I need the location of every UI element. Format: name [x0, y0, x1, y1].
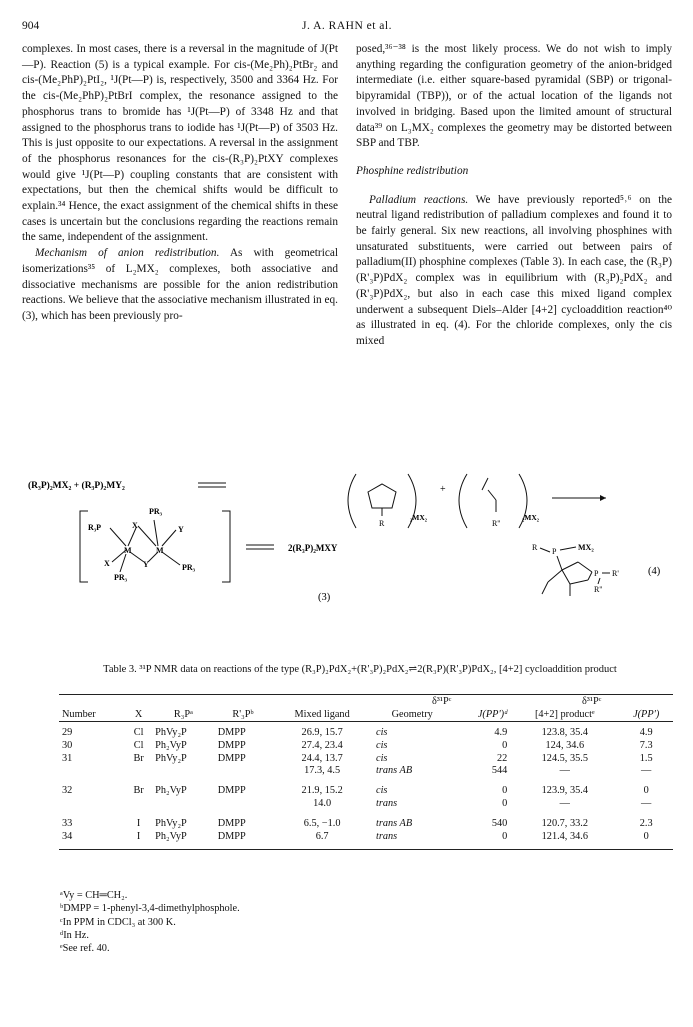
table-cell: DMPP [217, 727, 246, 738]
table-cell [59, 765, 125, 778]
footnote: ᵇDMPP = 1-phenyl-3,4-dimethylphosphole. [60, 903, 240, 915]
pr3-bottom: PR₃ [114, 573, 128, 582]
table-cell: I [136, 817, 141, 829]
table-cell: 24.4, 13.7 [301, 752, 343, 764]
r-label: R [379, 519, 385, 528]
table-row [59, 722, 673, 740]
table-cell: 33 [62, 817, 73, 829]
right-paragraph-1: posed,³⁶⁻³⁸ is the most likely process. We do not wish to imply anything regarding the configuration geometry of the anion-bridged intermediate (i.e. either square-based pyramidal (SBP) or trigonal-bipyramidal (TBP)), or of the actual location of the ligands not involved in bridging. Based upon the limited amount of structural data³⁹ on L₃MX₂ complexes the geometry may be distorted between SBP and TBP. [356, 43, 672, 150]
page-number: 904 [22, 20, 40, 32]
table-cell: 22 [496, 752, 508, 764]
nmr-data-table [59, 694, 673, 850]
table-cell [125, 765, 152, 778]
run-in-heading: Mechanism of anion redistribution. [35, 247, 220, 260]
table-cell: Ph₂VyP [155, 785, 187, 797]
table-cell [125, 798, 152, 811]
table-cell: 27.4, 23.4 [301, 739, 343, 751]
table-cell: DMPP [217, 817, 246, 829]
table-cell: cis [376, 739, 388, 751]
table-cell: — [641, 765, 652, 777]
paragraph-text: We have previously reported⁵˒⁶ on the neutral ligand redistribution of palladium complexes and found it to be fairly general. Six new reactions, all involving phosphines with unsaturated substituents, were carried out between pairs of palladium(II) phosphine complexes (Table 3). In each case, the (R₃P)(R'₃P)PdX₂ complex was in equilibrium with (R₃P)₂PdX₂ and (R'₃P)PdX₂, but also in each case this mixed ligand complex underwent a subsequent Diels–Alder [4+2] cycloaddition reaction⁴⁰ as illustrated in eq. (4). For the chloride complexes, only the cis mixed [356, 193, 673, 347]
col-r3p-prime: R'₃Pᵇ [232, 709, 254, 720]
table-cell: 32 [62, 785, 73, 797]
table-cell [215, 765, 272, 778]
right-column [356, 42, 672, 350]
table-cell [59, 798, 125, 811]
eq3-number: (3) [318, 592, 331, 603]
table-cell: 0 [502, 785, 508, 797]
table-cell: Br [133, 785, 144, 797]
table-cell: trans [376, 830, 398, 842]
table-cell: DMPP [217, 830, 246, 842]
footnote: ᵃVy = CH═CH₂. [60, 890, 128, 901]
table-cell: — [559, 797, 570, 809]
running-header [22, 20, 672, 36]
table-row [59, 778, 673, 798]
table-cell: — [559, 765, 570, 777]
r3p-left: R₃P [88, 523, 102, 532]
run-in-heading: Palladium reactions. [369, 193, 469, 206]
table-row [59, 765, 673, 778]
left-column [22, 42, 338, 325]
table-cell: 26.9, 15.7 [301, 727, 343, 738]
table-cell: 123.9, 35.4 [541, 785, 588, 797]
table-cell: cis [376, 785, 388, 797]
table-cell: trans AB [376, 765, 413, 777]
table-cell: Br [133, 752, 144, 764]
col-x: X [134, 709, 143, 720]
x-bottom: X [104, 559, 110, 568]
table-cell: 124, 34.6 [545, 739, 585, 751]
table-cell: trans [376, 797, 398, 809]
table-cell: 124.5, 35.5 [541, 752, 588, 764]
footnote: ᵈIn Hz. [60, 929, 89, 941]
pr3-right: PR₃ [182, 563, 196, 572]
table-cell [215, 798, 272, 811]
col-product: [4+2] productᵉ [534, 709, 595, 720]
paragraph-text: As with geometrical isomerizations³⁵ of L₂MX₂ complexes, both associative and dissociative mechanisms are possible for the anion redistribution reactions. We believe that the associative mechanism illustrated in eq. (3), which has been previously pro- [22, 247, 338, 322]
table-cell: Cl [133, 727, 144, 738]
eq3-reactants: (R₃P)₂MX₂ + (R₃P)₂MY₂ [28, 481, 125, 491]
table-cell: I [136, 830, 141, 842]
table-cell: 540 [491, 817, 508, 829]
table-cell: 123.8, 35.4 [541, 727, 588, 738]
col-number: Number [62, 709, 96, 720]
table-cell: cis [376, 752, 388, 764]
table-cell: 30 [62, 739, 73, 751]
r2-label: R'' [492, 519, 501, 528]
footnote: ᵉSee ref. 40. [60, 943, 110, 955]
table-cell: 21.9, 15.2 [301, 785, 343, 797]
col-jpp: J(PP')ᵈ [477, 709, 508, 720]
y-bottom: Y [143, 560, 149, 569]
product-mx2: MX₂ [578, 543, 594, 552]
table-cell: 6.7 [315, 830, 329, 842]
table-cell: Ph₂VyP [155, 739, 187, 751]
table-row [59, 811, 673, 831]
table-cell: PhVy₂P [155, 752, 187, 764]
table-cell: 0 [643, 785, 649, 797]
table-cell: 0 [502, 797, 508, 809]
table-cell: cis [376, 727, 388, 738]
product-r-prime: R' [612, 569, 619, 578]
table-cell: 4.9 [639, 727, 653, 738]
table-caption: Table 3. ³¹P NMR data on reactions of the type (R₃P)₂PdX₂+(R'₃P)₂PdX₂⇌2(R₃P)(R'₃P)PdX₂, [4+2] cycloaddition product [103, 664, 617, 675]
table-cell: Cl [133, 739, 144, 751]
col-r3p: R₃Pᵃ [173, 709, 193, 720]
table-cell: 121.4, 34.6 [541, 830, 588, 842]
group-header-1: δ³¹Pᶜ [431, 696, 452, 707]
table-cell: DMPP [217, 752, 246, 764]
table-row [59, 798, 673, 811]
table-row [59, 831, 673, 850]
footnotes [60, 889, 240, 955]
table-cell: 14.0 [313, 797, 332, 809]
y-top: Y [178, 525, 184, 534]
mx2-b: ₂MX₂ [522, 513, 539, 522]
table-cell: 2.3 [639, 817, 653, 829]
table-cell: 120.7, 33.2 [541, 817, 588, 829]
pr3-top: PR₃ [149, 507, 163, 516]
plus-sign: + [440, 484, 446, 495]
product-p2: P [594, 569, 599, 578]
mx2-a: ₂MX₂ [410, 513, 427, 522]
footnote: ᶜIn PPM in CDCl₃ at 300 K. [60, 916, 176, 928]
table-cell: 544 [491, 765, 508, 777]
table-cell [152, 798, 215, 811]
x-top: X [132, 521, 138, 530]
table-cell: 0 [502, 830, 508, 842]
table-cell: 1.5 [639, 752, 653, 764]
table-cell: 7.3 [639, 739, 653, 751]
table-cell: — [641, 797, 652, 809]
product-r: R [532, 543, 538, 552]
left-paragraph-2 [22, 246, 338, 325]
table-cell: PhVy₂P [155, 817, 187, 829]
eq3-product: 2(R₃P)₂MXY [288, 543, 338, 553]
reaction-schemes [22, 470, 672, 620]
table-cell: 17.3, 4.5 [304, 765, 341, 777]
running-authors: J. A. RAHN et al. [302, 20, 392, 32]
table-cell: 6.5, −1.0 [303, 817, 341, 829]
left-paragraph-1: complexes. In most cases, there is a reversal in the magnitude of J(Pt—P). Reaction (5) is a typical example. For cis-(Me₂Ph)₂PtBr₂ and cis-(Me₂PhP)₂PtI₂, ¹J(Pt—P) is, respectively, 3500 and 3364 Hz. For the cis-(Me₂PhP)₂PtBrI complex, the resonance assigned to the phosphorus trans to bromide has ¹J(Pt—P) of 3348 Hz and that assigned to the phosphorus trans to iodide has ¹J(Pt—P) of 3503 Hz. This is just opposite to our expectations. A reversal in the assignment of the phosphorus resonances for the cis-(R₃P)₂PtXY complexes would give ¹J(Pt—P) coupling constants that are consistent with expectations, but then the chemical shifts would be difficult to explain.³⁴ Hence, the exact assignment of the chemical shifts in these cases is uncertain but the conclusions regarding the reactions remain the same, independent of the assignment. [22, 43, 338, 244]
col-mixed-ligand: Mixed ligand [294, 709, 350, 720]
table-cell: 0 [502, 739, 508, 751]
eq4-number: (4) [648, 566, 661, 577]
table-cell: 31 [62, 752, 73, 764]
product-r-double-prime: R'' [594, 585, 603, 594]
table-cell: DMPP [217, 785, 246, 797]
table-cell: trans AB [376, 817, 413, 829]
table-cell: 0 [643, 830, 649, 842]
section-heading: Phosphine redistribution [356, 164, 469, 177]
table-cell: 34 [62, 830, 73, 842]
scheme-figure [22, 470, 672, 620]
group-header-2: δ³¹Pᶜ [581, 696, 602, 707]
table-body [59, 722, 673, 850]
table-cell: Ph₂VyP [155, 830, 187, 842]
product-p: P [552, 547, 557, 556]
table-cell: 29 [62, 727, 73, 738]
table-cell: PhVy₂P [155, 727, 187, 738]
col-geometry: Geometry [391, 709, 433, 720]
m-left: M [124, 546, 132, 555]
m-right: M [156, 546, 164, 555]
table-cell: 4.9 [494, 727, 508, 738]
table-row [59, 740, 673, 753]
col-jpp-product: J(PP') [633, 709, 660, 720]
table-cell: DMPP [217, 739, 246, 751]
table-cell [152, 765, 215, 778]
table-row [59, 753, 673, 766]
right-paragraph-2 [356, 193, 672, 350]
